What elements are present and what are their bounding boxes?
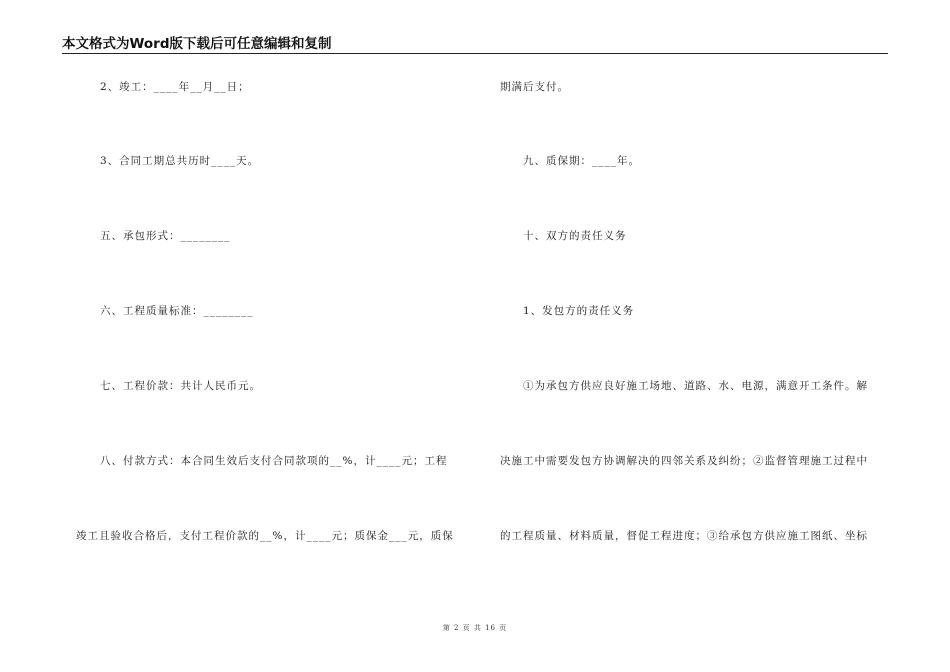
- right-line-4: 1、发包方的责任义务: [523, 305, 635, 317]
- right-line-2: 九、质保期：____年。: [523, 155, 640, 167]
- left-line-2: 3、合同工期总共历时____天。: [100, 155, 260, 167]
- right-line-1: 期满后支付。: [500, 81, 569, 93]
- left-line-5: 七、工程价款：共计人民币元。: [100, 380, 261, 392]
- left-line-4: 六、工程质量标准：________: [100, 305, 254, 317]
- document-header-title: 本文格式为Word版下载后可任意编辑和复制: [62, 36, 332, 52]
- left-line-6: 八、付款方式：本合同生效后支付合同款项的__%，计____元；工程: [100, 455, 448, 467]
- left-line-3: 五、承包形式：________: [100, 230, 231, 242]
- right-line-3: 十、双方的责任义务: [523, 230, 627, 242]
- header-divider: [62, 53, 888, 54]
- page-number-footer: 第 2 页 共 16 页: [442, 624, 508, 632]
- left-line-7: 竣工且验收合格后，支付工程价款的__%，计____元；质保金___元，质保: [76, 530, 454, 542]
- right-line-7: 的工程质量、材料质量，督促工程进度；③给承包方供应施工图纸、坐标: [500, 530, 868, 542]
- left-line-1: 2、竣工：____年__月__日；: [100, 81, 250, 93]
- right-line-5: ①为承包方供应良好施工场地、道路、水、电源，满意开工条件。解: [523, 380, 868, 392]
- right-line-6: 决施工中需要发包方协调解决的四邻关系及纠纷；②监督管理施工过程中: [500, 455, 868, 467]
